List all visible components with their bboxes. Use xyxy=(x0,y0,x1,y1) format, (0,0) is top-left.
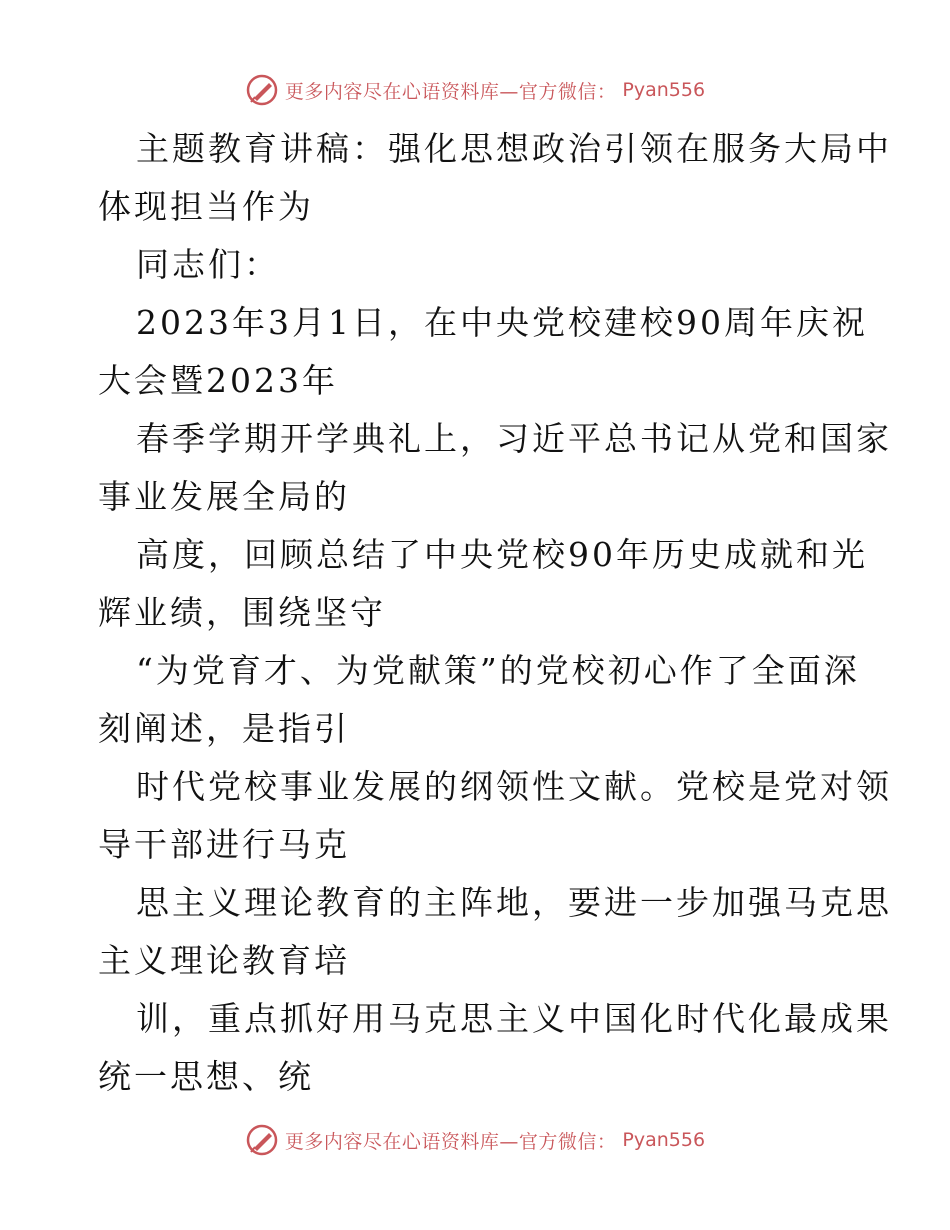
doc-line: 辉业绩，围绕坚守 xyxy=(98,593,386,632)
doc-line-title-2: 体现担当作为 xyxy=(98,187,314,226)
doc-line-title-1: 主题教育讲稿：强化思想政治引领在服务大局中 xyxy=(136,129,892,168)
doc-line: 大会暨2023年 xyxy=(98,361,338,400)
watermark-wechat-id: Pyan556 xyxy=(622,1129,706,1151)
watermark-slogan: 更多内容尽在心语资料库—官方微信： xyxy=(284,80,617,103)
doc-line: 主义理论教育培 xyxy=(98,941,350,980)
doc-line: 思主义理论教育的主阵地，要进一步加强马克思 xyxy=(136,883,892,922)
quill-pen-logo-icon xyxy=(245,73,279,107)
header-watermark xyxy=(0,70,950,110)
doc-line: 统一思想、统 xyxy=(98,1057,314,1096)
footer-watermark xyxy=(0,1120,950,1160)
document-body xyxy=(98,120,892,1106)
doc-line: 事业发展全局的 xyxy=(98,477,350,516)
doc-line: 刻阐述，是指引 xyxy=(98,709,350,748)
doc-line: 导干部进行马克 xyxy=(98,825,350,864)
watermark-wechat-id: Pyan556 xyxy=(622,79,706,101)
quill-pen-logo-icon xyxy=(245,1123,279,1157)
doc-line: 训，重点抓好用马克思主义中国化时代化最成果 xyxy=(136,999,892,1038)
doc-line: “为党育才、为党献策”的党校初心作了全面深 xyxy=(136,651,860,690)
doc-line: 高度，回顾总结了中央党校90年历史成就和光 xyxy=(136,535,868,574)
watermark-slogan: 更多内容尽在心语资料库—官方微信： xyxy=(284,1130,617,1153)
doc-line: 春季学期开学典礼上，习近平总书记从党和国家 xyxy=(136,419,892,458)
doc-line: 2023年3月1日，在中央党校建校90周年庆祝 xyxy=(136,303,868,342)
doc-line-salutation: 同志们： xyxy=(136,245,280,284)
doc-line: 时代党校事业发展的纲领性文献。党校是党对领 xyxy=(136,767,892,806)
